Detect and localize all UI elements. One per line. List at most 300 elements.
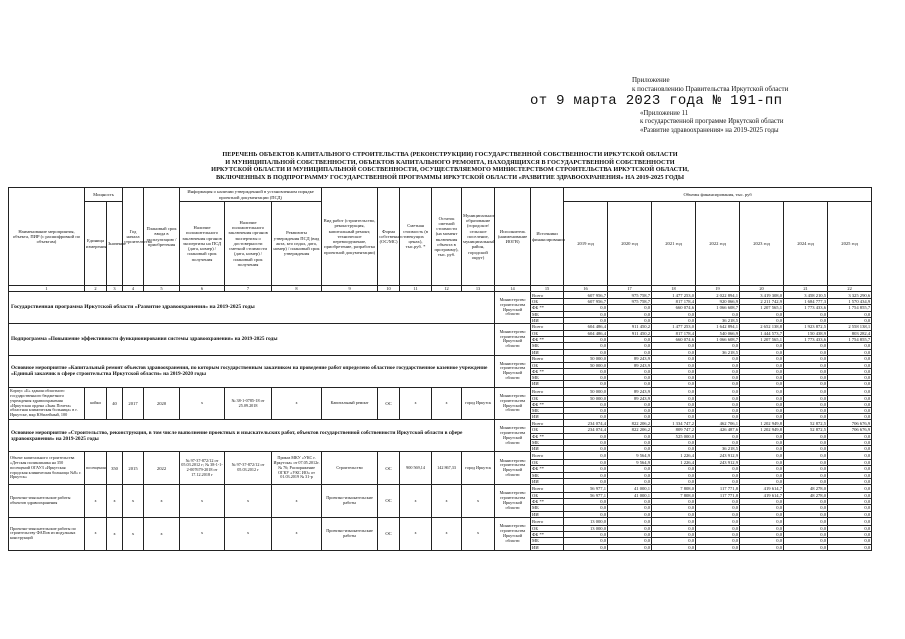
- col-cost-header: Сметная стоимость (в текущих ценах), тыс.руб. *: [400, 188, 432, 286]
- value-2020-год: 0,0: [608, 369, 652, 375]
- source-label: Всего: [531, 292, 564, 299]
- source-label: ФБ **: [531, 401, 564, 407]
- object-municipality: город Иркутск: [462, 452, 495, 485]
- value-2021-год: 0,0: [652, 511, 696, 517]
- value-2025-год: 0,0: [828, 408, 872, 414]
- value-2021-год: 7 808,0: [652, 485, 696, 493]
- value-2019-год: 0,0: [564, 375, 608, 381]
- source-label: МБ: [531, 408, 564, 414]
- value-2021-год: 1 226,4: [652, 460, 696, 466]
- value-2020-год: 0,0: [608, 349, 652, 355]
- value-2020-год: 0,0: [608, 472, 652, 478]
- value-2025-год: 0,0: [828, 369, 872, 375]
- value-2023-год: 0,0: [740, 532, 784, 538]
- value-2021-год: 0,0: [652, 517, 696, 525]
- value-2025-год: 0,0: [828, 525, 872, 531]
- col-expert-psd-header: Наличие положительного заключения органов экспертизы на ПСД (дата, номер) / плановый срок получения: [180, 202, 225, 286]
- source-label: ОБ: [531, 299, 564, 305]
- value-2020-год: 0,0: [608, 414, 652, 420]
- value-2025-год: 0,0: [828, 311, 872, 317]
- col-volumes-header: Объемы финансирования, тыс. руб: [564, 188, 872, 202]
- object-municipality: x: [462, 485, 495, 518]
- value-2021-год: 0,0: [652, 387, 696, 395]
- value-2022-год: 0,0: [696, 343, 740, 349]
- year-2025-header: 2025 год: [828, 202, 872, 286]
- value-2023-год: 0,0: [740, 414, 784, 420]
- value-2022-год: 0,0: [696, 525, 740, 531]
- value-2021-год: 809 747,2: [652, 427, 696, 433]
- value-2022-год: 0,0: [696, 414, 740, 420]
- value-2022-год: 0,0: [696, 401, 740, 407]
- value-2019-год: 0,0: [564, 505, 608, 511]
- value-2025-год: 803 282,4: [828, 331, 872, 337]
- value-2019-год: 0,0: [564, 381, 608, 387]
- object-expert-psd: x: [180, 387, 225, 420]
- value-2022-год: 0,0: [696, 387, 740, 395]
- col-source-header: Источники финансирования: [531, 188, 564, 286]
- value-2025-год: 0,0: [828, 439, 872, 445]
- object-2-row: [9, 452, 872, 460]
- column-number-15: 15: [531, 286, 564, 292]
- value-2024-год: 0,0: [784, 505, 828, 511]
- program-ref-line1: к государственной программе Иркутской области: [640, 118, 784, 126]
- object-year-plan: 2022: [144, 452, 180, 485]
- col-work-type-header: Вид работ (строительство, реконструкция, капитальный ремонт, техническое перевооружение, приобретение, разработка проектной документации): [322, 188, 378, 286]
- value-2024-год: 48 278,0: [784, 485, 828, 493]
- col-executor-header: Исполнитель (наименование ИОГВ): [495, 188, 531, 286]
- value-2022-год: 920 066,9: [696, 299, 740, 305]
- source-label: ФБ **: [531, 466, 564, 472]
- value-2020-год: 41 000,1: [608, 493, 652, 499]
- value-2020-год: 822 206,2: [608, 427, 652, 433]
- value-2020-год: 9 564,9: [608, 460, 652, 466]
- value-2024-год: 0,0: [784, 395, 828, 401]
- object-expert-psd: № 97-37-872/12 от 05.03.2012 г; № 38-1-1-2-007679-2018 от 17.12.2018 г: [180, 452, 225, 485]
- value-2022-год: 0,0: [696, 544, 740, 550]
- col-municipality-header: Муниципальное образование (городское/сельское поселение, муниципальный район, городской округ): [462, 188, 495, 286]
- value-2022-год: 1 066 608,7: [696, 305, 740, 311]
- value-2019-год: 0,0: [564, 532, 608, 538]
- source-label: Всего: [531, 324, 564, 331]
- column-number-11: 11: [400, 286, 432, 292]
- value-2023-год: 0,0: [740, 401, 784, 407]
- value-2025-год: 0,0: [828, 343, 872, 349]
- column-number-20: 20: [740, 286, 784, 292]
- value-2025-год: 0,0: [828, 493, 872, 499]
- object-requisites: x: [272, 517, 322, 550]
- value-2019-год: 13 000,0: [564, 525, 608, 531]
- value-2020-год: 0,0: [608, 532, 652, 538]
- value-2022-год: 540 066,9: [696, 331, 740, 337]
- value-2025-год: 0,0: [828, 452, 872, 460]
- value-2021-год: 1 226,4: [652, 452, 696, 460]
- value-2025-год: 0,0: [828, 433, 872, 439]
- object-expert-cost: № 38-1-0785-18 от 25.09.2018: [225, 387, 272, 420]
- value-2019-год: 0,0: [564, 369, 608, 375]
- value-2020-год: 0,0: [608, 517, 652, 525]
- value-2025-год: 0,0: [828, 532, 872, 538]
- value-2020-год: 0,0: [608, 401, 652, 407]
- value-2020-год: 0,0: [608, 544, 652, 550]
- value-2024-год: 0,0: [784, 401, 828, 407]
- value-2021-год: 0,0: [652, 544, 696, 550]
- value-2024-год: 0,0: [784, 466, 828, 472]
- column-number-5: 5: [144, 286, 180, 292]
- object-work-type: Капитальный ремонт: [322, 387, 378, 420]
- value-2023-год: 1 202 949,8: [740, 427, 784, 433]
- value-2020-год: 0,0: [608, 311, 652, 317]
- value-2020-год: 0,0: [608, 433, 652, 439]
- object-unit: койки: [85, 387, 107, 420]
- object-year-plan: x: [144, 517, 180, 550]
- value-2022-год: 1 642 894,1: [696, 324, 740, 331]
- value-2023-год: 0,0: [740, 349, 784, 355]
- object-cost: x: [400, 485, 432, 518]
- source-label: ИИ: [531, 511, 564, 517]
- object-4-row: [9, 517, 872, 525]
- value-2024-год: 0,0: [784, 369, 828, 375]
- value-2019-год: 50 000,0: [564, 362, 608, 368]
- value-2021-год: 1 477 253,0: [652, 292, 696, 299]
- value-2020-год: 0,0: [608, 525, 652, 531]
- value-2020-год: 911 450,2: [608, 324, 652, 331]
- value-2021-год: 1 334 747,2: [652, 420, 696, 427]
- value-2024-год: 0,0: [784, 355, 828, 362]
- value-2019-год: 607 956,7: [564, 299, 608, 305]
- value-2022-год: 0,0: [696, 395, 740, 401]
- year-2020-header: 2020 год: [608, 202, 652, 286]
- value-2024-год: 0,0: [784, 311, 828, 317]
- executor-cell: Министерство строительства Иркутской области: [495, 355, 531, 387]
- source-label: ОБ: [531, 362, 564, 368]
- value-2020-год: 89 243,9: [608, 387, 652, 395]
- value-2023-год: 0,0: [740, 439, 784, 445]
- value-2019-год: 50 000,0: [564, 395, 608, 401]
- object-remainder: x: [432, 517, 462, 550]
- column-number-7: 7: [225, 286, 272, 292]
- value-2021-год: 0,0: [652, 505, 696, 511]
- object-value: x: [107, 517, 123, 550]
- value-2020-год: 0,0: [608, 505, 652, 511]
- value-2022-год: 1 066 608,7: [696, 337, 740, 343]
- value-2023-год: 0,0: [740, 525, 784, 531]
- value-2019-год: 0,0: [564, 460, 608, 466]
- year-2022-header: 2022 год: [696, 202, 740, 286]
- object-expert-cost: x: [225, 517, 272, 550]
- title-line-4: ВКЛЮЧЕННЫХ В ПОДПРОГРАММУ ГОСУДАРСТВЕННОЙ ПРОГРАММЫ ИРКУТСКОЙ ОБЛАСТИ «РАЗВИТИЕ ЗДРАВООХРАНЕНИЯ» НА 2019-2025 ГОДЫ: [215, 173, 685, 181]
- value-2023-год: 0,0: [740, 499, 784, 505]
- value-2023-год: 0,0: [740, 375, 784, 381]
- col-power-header: Мощность: [85, 188, 123, 202]
- value-2022-год: 0,0: [696, 511, 740, 517]
- value-2024-год: 1 923 872,5: [784, 324, 828, 331]
- decree-date: от 9 марта 2023 года № 191-пп: [530, 93, 783, 109]
- value-2021-год: 0,0: [652, 478, 696, 484]
- object-name: Объект капитального строительства «Детская поликлиника на 350 посещений ОГАУЗ «Иркутская городская клиническая больница №8» г. Иркутск»: [9, 452, 85, 485]
- value-2022-год: 0,0: [696, 381, 740, 387]
- source-label: Всего: [531, 387, 564, 395]
- value-2022-год: 426 487,6: [696, 427, 740, 433]
- value-2020-год: 0,0: [608, 317, 652, 323]
- value-2022-год: 0,0: [696, 499, 740, 505]
- value-2021-год: 0,0: [652, 343, 696, 349]
- object-requisites: Приказ МКУ «УКС г. Иркутска» от 07.05.2012г. № 76; Распоряжение ОГКУ «УКС ИО» от 01.03.2019 № 31-р: [272, 452, 322, 485]
- value-2021-год: 0,0: [652, 375, 696, 381]
- column-number-13: 13: [462, 286, 495, 292]
- object-value: 350: [107, 452, 123, 485]
- value-2023-год: 1 444 573,7: [740, 331, 784, 337]
- value-2020-год: 0,0: [608, 446, 652, 452]
- source-label: ФБ **: [531, 433, 564, 439]
- value-2024-год: 1 684 777,3: [784, 299, 828, 305]
- source-label: ОБ: [531, 395, 564, 401]
- value-2022-год: 243 912,9: [696, 460, 740, 466]
- value-2023-год: 0,0: [740, 466, 784, 472]
- col-unit-header: Единица измерения: [85, 202, 107, 286]
- value-2023-год: 3 419 308,0: [740, 292, 784, 299]
- source-label: МБ: [531, 439, 564, 445]
- source-label: МБ: [531, 472, 564, 478]
- value-2022-год: 0,0: [696, 355, 740, 362]
- source-label: Всего: [531, 452, 564, 460]
- object-name: Проектно-изыскательские работы объектов здравоохранения: [9, 485, 85, 518]
- value-2024-год: 0,0: [784, 439, 828, 445]
- value-2023-год: 0,0: [740, 511, 784, 517]
- object-year-start: 2017: [123, 387, 144, 420]
- col-name-header: Наименование мероприятия, объекта, ПИР (с расшифровкой по объектам): [9, 188, 85, 286]
- appendix-label: Приложение: [632, 76, 670, 84]
- value-2019-год: 0,0: [564, 317, 608, 323]
- value-2023-год: 0,0: [740, 452, 784, 460]
- objects-table: [8, 187, 872, 551]
- value-2025-год: 0,0: [828, 387, 872, 395]
- value-2023-год: 0,0: [740, 505, 784, 511]
- value-2023-год: 0,0: [740, 478, 784, 484]
- source-label: ОБ: [531, 460, 564, 466]
- value-2021-год: 0,0: [652, 381, 696, 387]
- col-info-header: Информация о наличии утвержденной в установленном порядке проектной документации (ПСД): [180, 188, 322, 202]
- value-2024-год: 48 278,0: [784, 493, 828, 499]
- column-number-9: 9: [322, 286, 378, 292]
- value-2019-год: 0,0: [564, 311, 608, 317]
- value-2024-год: 0,0: [784, 499, 828, 505]
- value-2023-год: 0,0: [740, 544, 784, 550]
- value-2024-год: 0,0: [784, 478, 828, 484]
- source-label: Всего: [531, 355, 564, 362]
- value-2024-год: 0,0: [784, 433, 828, 439]
- column-number-12: 12: [432, 286, 462, 292]
- object-municipality: x: [462, 517, 495, 550]
- value-2022-год: 0,0: [696, 532, 740, 538]
- value-2021-год: 660 074,6: [652, 337, 696, 343]
- value-2023-год: 1 202 949,8: [740, 420, 784, 427]
- value-2019-год: 13 000,0: [564, 517, 608, 525]
- value-2023-год: 0,0: [740, 517, 784, 525]
- value-2024-год: 3 458 210,5: [784, 292, 828, 299]
- value-2023-год: 2 211 742,9: [740, 299, 784, 305]
- value-2022-год: 0,0: [696, 375, 740, 381]
- value-2024-год: 52 872,5: [784, 420, 828, 427]
- value-2020-год: 41 000,1: [608, 485, 652, 493]
- col-year-plan-header: Плановый срок ввода в эксплуатацию / приобретения: [144, 188, 180, 286]
- value-2021-год: 0,0: [652, 401, 696, 407]
- source-label: МБ: [531, 343, 564, 349]
- value-2024-год: 52 872,5: [784, 427, 828, 433]
- value-2020-год: 89 243,9: [608, 355, 652, 362]
- value-2020-год: 822 206,2: [608, 420, 652, 427]
- source-label: ОБ: [531, 331, 564, 337]
- value-2019-год: 0,0: [564, 446, 608, 452]
- value-2021-год: 0,0: [652, 362, 696, 368]
- year-2024-header: 2024 год: [784, 202, 828, 286]
- value-2023-год: 0,0: [740, 446, 784, 452]
- value-2019-год: 0,0: [564, 511, 608, 517]
- value-2021-год: 1 477 253,0: [652, 324, 696, 331]
- value-2022-год: 0,0: [696, 362, 740, 368]
- value-2019-год: 0,0: [564, 401, 608, 407]
- object-cost: x: [400, 517, 432, 550]
- main-activity-1-row: [9, 355, 872, 362]
- object-1-row: [9, 387, 872, 395]
- value-2022-год: 462 706,1: [696, 420, 740, 427]
- value-2020-год: 0,0: [608, 439, 652, 445]
- value-2025-год: 0,0: [828, 517, 872, 525]
- value-2023-год: 0,0: [740, 472, 784, 478]
- source-label: Всего: [531, 517, 564, 525]
- value-2023-год: 1 207 565,1: [740, 337, 784, 343]
- value-2019-год: 0,0: [564, 472, 608, 478]
- source-label: МБ: [531, 311, 564, 317]
- object-value: 40: [107, 387, 123, 420]
- value-2019-год: 0,0: [564, 466, 608, 472]
- value-2025-год: 0,0: [828, 544, 872, 550]
- column-number-10: 10: [378, 286, 400, 292]
- value-2019-год: 234 074,4: [564, 420, 608, 427]
- value-2022-год: 2 022 894,1: [696, 292, 740, 299]
- value-2021-год: 0,0: [652, 532, 696, 538]
- object-name: Корпус «Б» здания областного государственного бюджетного учреждения здравоохранения «Иркутская ордена «Знак Почета» областная клиническая больница» в г. Иркутске, мкр Юбилейный, 100: [9, 387, 85, 420]
- value-2021-год: 0,0: [652, 466, 696, 472]
- source-label: Всего: [531, 485, 564, 493]
- value-2019-год: 50 000,0: [564, 387, 608, 395]
- value-2024-год: 0,0: [784, 517, 828, 525]
- appendix11-label: «Приложение 11: [640, 110, 689, 117]
- value-2019-год: 0,0: [564, 408, 608, 414]
- object-year-start: x: [123, 517, 144, 550]
- source-label: МБ: [531, 538, 564, 544]
- value-2021-год: 660 074,6: [652, 305, 696, 311]
- value-2023-год: 0,0: [740, 538, 784, 544]
- col-value-header: Значение: [107, 202, 123, 286]
- source-label: ФБ **: [531, 369, 564, 375]
- year-2023-header: 2023 год: [740, 202, 784, 286]
- value-2020-год: 0,0: [608, 538, 652, 544]
- value-2024-год: 0,0: [784, 317, 828, 323]
- executor-cell: Министерство строительства Иркутской области: [495, 324, 531, 356]
- object-work-type: Строительство: [322, 452, 378, 485]
- value-2019-год: 56 977,1: [564, 493, 608, 499]
- value-2022-год: 0,0: [696, 408, 740, 414]
- object-expert-cost: x: [225, 485, 272, 518]
- value-2025-год: 0,0: [828, 511, 872, 517]
- column-number-22: 22: [828, 286, 872, 292]
- source-label: ОБ: [531, 427, 564, 433]
- value-2022-год: 0,0: [696, 433, 740, 439]
- value-2020-год: 0,0: [608, 499, 652, 505]
- value-2023-год: 0,0: [740, 408, 784, 414]
- object-year-start: x: [123, 485, 144, 518]
- value-2025-год: 0,0: [828, 485, 872, 493]
- value-2023-год: 419 614,7: [740, 485, 784, 493]
- value-2019-год: 604 486,4: [564, 331, 608, 337]
- value-2020-год: 0,0: [608, 466, 652, 472]
- source-label: ИИ: [531, 317, 564, 323]
- value-2020-год: 0,0: [608, 337, 652, 343]
- source-label: ФБ **: [531, 499, 564, 505]
- value-2022-год: 243 912,9: [696, 452, 740, 460]
- value-2023-год: 0,0: [740, 433, 784, 439]
- value-2019-год: 0,0: [564, 414, 608, 420]
- value-2021-год: 0,0: [652, 439, 696, 445]
- value-2023-год: 1 207 565,1: [740, 305, 784, 311]
- source-label: ИИ: [531, 349, 564, 355]
- object-requisites: x: [272, 387, 322, 420]
- column-number-4: 4: [123, 286, 144, 292]
- value-2021-год: 0,0: [652, 317, 696, 323]
- value-2024-год: 0,0: [784, 343, 828, 349]
- main-activity-2-row: [9, 420, 872, 427]
- source-label: ФБ **: [531, 305, 564, 311]
- value-2022-год: 0,0: [696, 311, 740, 317]
- source-label: ФБ **: [531, 337, 564, 343]
- program-section-title: Государственная программа Иркутской области «Развитие здравоохранения» на 2019-2025 годы: [9, 292, 495, 324]
- value-2020-год: 89 243,9: [608, 395, 652, 401]
- value-2022-год: 117 771,8: [696, 493, 740, 499]
- document-title: [160, 151, 740, 181]
- value-2021-год: 0,0: [652, 414, 696, 420]
- value-2023-год: 2 652 138,8: [740, 324, 784, 331]
- executor-cell: Министерство строительства Иркутской области: [495, 387, 531, 420]
- object-remainder: x: [432, 387, 462, 420]
- value-2024-год: 0,0: [784, 532, 828, 538]
- value-2020-год: 911 450,2: [608, 331, 652, 337]
- col-ownership-header: Форма собственности (ОС/МС): [378, 188, 400, 286]
- value-2024-год: 0,0: [784, 375, 828, 381]
- value-2025-год: 0,0: [828, 446, 872, 452]
- object-ownership: ОС: [378, 485, 400, 518]
- title-line-3: ИРКУТСКОЙ ОБЛАСТИ И МУНИЦИПАЛЬНОЙ СОБСТВЕННОСТИ, ОСУЩЕСТВЛЯЕМОГО МИНИСТЕРСТВОМ СТРОИТЕЛЬСТВА ИРКУТСКОЙ ОБЛАСТИ,: [211, 166, 689, 174]
- object-ownership: ОС: [378, 517, 400, 550]
- value-2024-год: 0,0: [784, 381, 828, 387]
- column-number-19: 19: [696, 286, 740, 292]
- value-2019-год: 56 977,1: [564, 485, 608, 493]
- value-2025-год: 706 676,9: [828, 420, 872, 427]
- object-municipality: город Иркутск: [462, 387, 495, 420]
- value-2023-год: 0,0: [740, 381, 784, 387]
- value-2020-год: 0,0: [608, 305, 652, 311]
- value-2021-год: 0,0: [652, 525, 696, 531]
- value-2025-год: 2 558 138,1: [828, 324, 872, 331]
- value-2024-год: 0,0: [784, 472, 828, 478]
- value-2023-год: 0,0: [740, 355, 784, 362]
- value-2019-год: 0,0: [564, 499, 608, 505]
- object-work-type: Проектно-изыскательские работы: [322, 517, 378, 550]
- column-number-8: 8: [272, 286, 322, 292]
- executor-cell: Министерство строительства Иркутской области: [495, 420, 531, 452]
- source-label: МБ: [531, 505, 564, 511]
- value-2019-год: 0,0: [564, 305, 608, 311]
- source-label: ИИ: [531, 381, 564, 387]
